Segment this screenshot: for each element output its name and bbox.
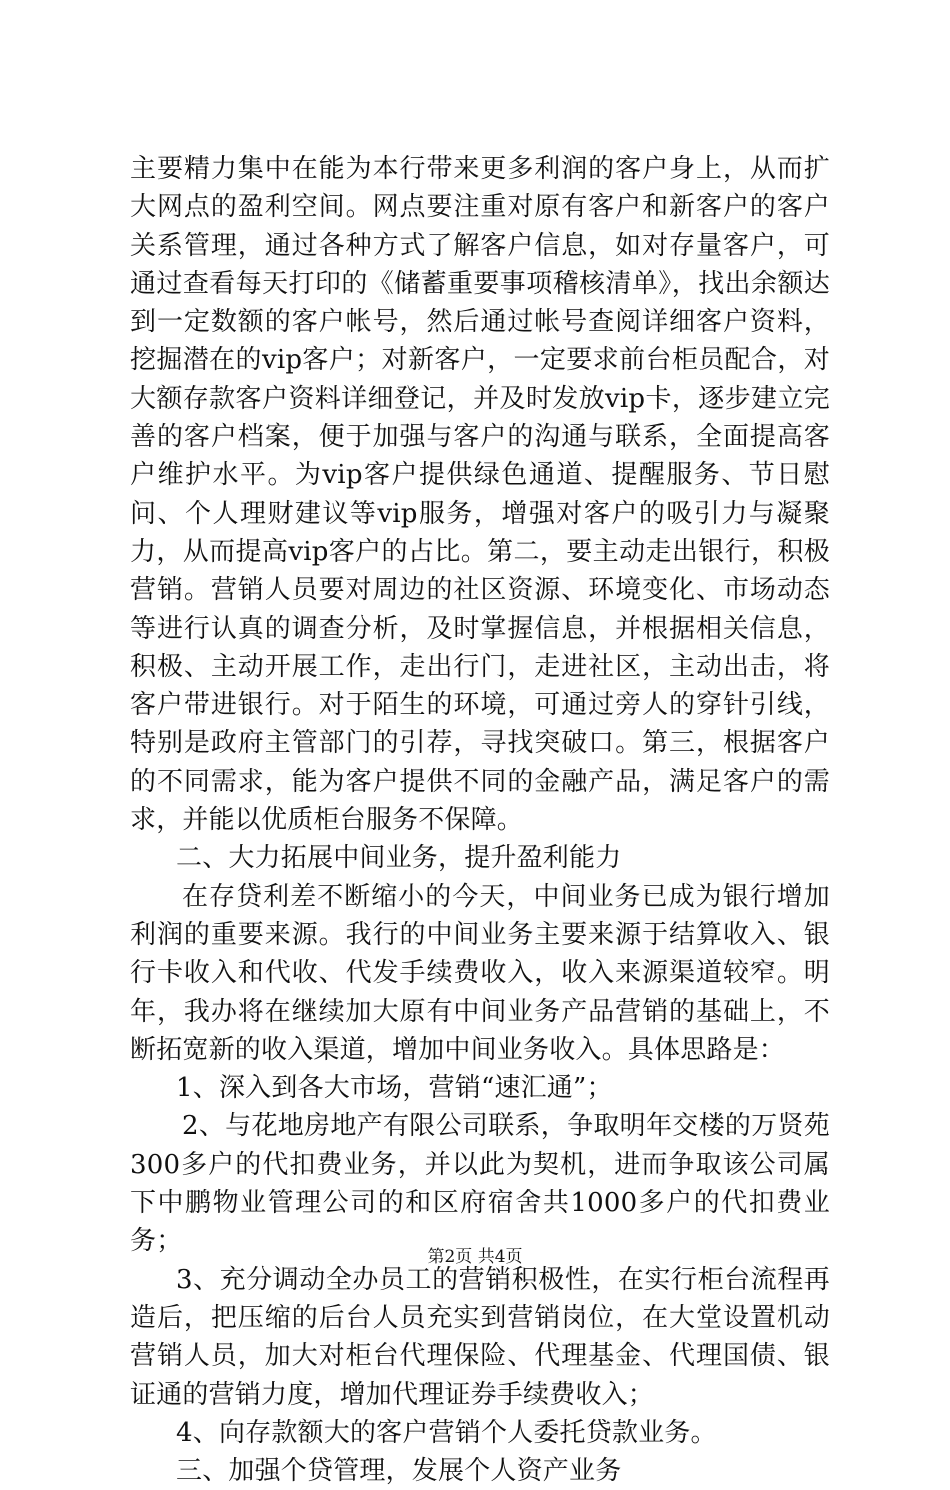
list-item-4: 4、向存款额大的客户营销个人委托贷款业务。 (176, 1417, 717, 1448)
document-body (130, 150, 830, 1490)
page-number: 第2页 共4页 (427, 1247, 523, 1267)
list-item-2: 2、与花地房地产有限公司联系，争取明年交楼的万贤苑300多户的代扣费业务，并以此为契机，进而争取该公司属下中鹏物业管理公司的和区府宿舍共1000多户的代扣费业务； (130, 1111, 830, 1257)
heading-intermediate-business: 二、大力拓展中间业务，提升盈利能力 (176, 843, 622, 874)
paragraph-customer-management: 主要精力集中在能为本行带来更多利润的客户身上，从而扩大网点的盈利空间。网点要注重对原有客户和新客户的客户关系管理，通过各种方式了解客户信息，如对存量客户，可通过查看每天打印的《储蓄重要事项稽核清单》，找出余额达到一定数额的客户帐号，然后通过帐号查阅详细客户资料，挖掘潜在的vip客户；对新客户，一定要求前台柜员配合，对大额存款客户资料详细登记，并及时发放vip卡，逐步建立完善的客户档案，便于加强与客户的沟通与联系，全面提高客户维护水平。为vip客户提供绿色通道、提醒服务、节日慰问、个人理财建议等vip服务，增强对客户的吸引力与凝聚力，从而提高vip客户的占比。第二，要主动走出银行，积极营销。营销人员要对周边的社区资源、环境变化、市场动态等进行认真的调查分析，及时掌握信息，并根据相关信息，积极、主动开展工作，走出行门，走进社区，主动出击，将客户带进银行。对于陌生的环境，可通过旁人的穿针引线，特别是政府主管部门的引荐，寻找突破口。第三，根据客户的不同需求，能为客户提供不同的金融产品，满足客户的需求，并能以优质柜台服务不保障。 (130, 154, 830, 836)
list-item-3: 3、充分调动全办员工的营销积极性，在实行柜台流程再造后，把压缩的后台人员充实到营销岗位，在大堂设置机动营销人员，加大对柜台代理保险、代理基金、代理国债、银证通的营销力度，增加代理证券手续费收入； (130, 1264, 830, 1410)
heading-personal-loans: 三、加强个贷管理，发展个人资产业务 (176, 1456, 622, 1487)
list-item-1: 1、深入到各大市场，营销“速汇通”； (176, 1073, 613, 1104)
paragraph-intermediate-business: 在存贷利差不断缩小的今天，中间业务已成为银行增加利润的重要来源。我行的中间业务主要来源于结算收入、银行卡收入和代收、代发手续费收入，收入来源渠道较窄。明年，我办将在继续加大原有中间业务产品营销的基础上，不断拓宽新的收入渠道，增加中间业务收入。具体思路是： (130, 881, 830, 1065)
